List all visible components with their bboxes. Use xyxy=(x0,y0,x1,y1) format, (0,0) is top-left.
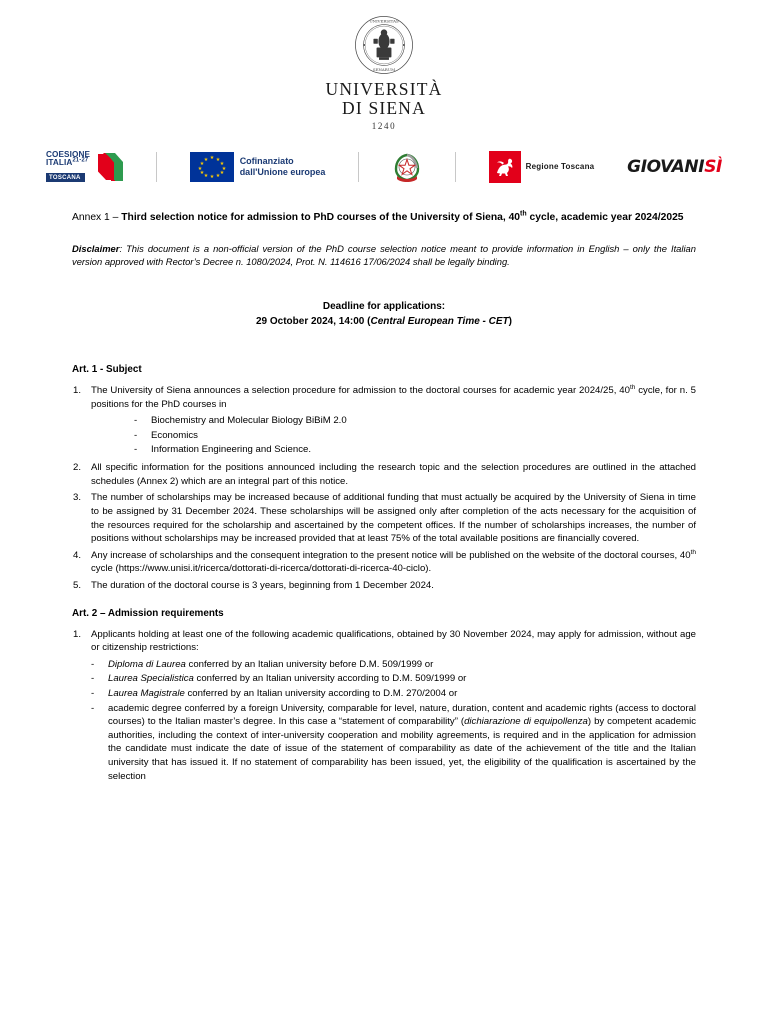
item-text: Applicants holding at least one of the following academic qualifications, obtained by 30 November 2024, may apply for admission, without age or citizenship restrictions: xyxy=(91,628,696,654)
item-number: 5. xyxy=(73,579,82,591)
coesione-line1: COESIONE xyxy=(46,149,91,159)
logo-divider-2 xyxy=(358,152,359,182)
disclaimer-paragraph xyxy=(72,242,696,269)
logo-giovani-si xyxy=(627,157,722,177)
qualification-text xyxy=(108,687,696,701)
bullet-dash: - xyxy=(134,444,138,456)
university-seal-icon xyxy=(353,14,415,76)
item-text xyxy=(91,384,696,411)
qualification-text xyxy=(108,672,696,686)
coesione-years: 21-27 xyxy=(72,157,89,164)
list-item xyxy=(72,491,696,545)
logo-regione-toscana xyxy=(489,151,595,183)
item-text: All specific information for the positions announced including the research topic and the selection procedures are outlined in the attached schedules (Annex 2) which are an integral part of this notice. xyxy=(91,462,696,487)
article-2-heading: Art. 2 – Admission requirements xyxy=(72,607,224,619)
title-main: Third selection notice for admission to PhD courses of the University of Siena, 40 xyxy=(121,211,521,223)
university-name-line1: UNIVERSITÀ xyxy=(325,79,443,99)
bullet-dash: - xyxy=(91,658,95,670)
qualification-detail: conferred by an Italian university according to D.M. 509/1999 or xyxy=(193,673,467,685)
list-item xyxy=(72,549,696,576)
list-item xyxy=(72,628,696,655)
regione-toscana-label: Regione Toscana xyxy=(525,162,595,172)
list-item xyxy=(134,443,696,457)
qualification-text xyxy=(108,702,696,784)
phd-course-list-wrapper xyxy=(72,414,696,457)
title-cycle-superscript: th xyxy=(520,210,527,218)
list-item xyxy=(91,658,696,672)
qualification-detail: conferred by an Italian university according to D.M. 270/2004 or xyxy=(184,688,458,700)
qualifications-list xyxy=(72,658,696,783)
university-crest-header xyxy=(0,0,768,131)
item-number: 1. xyxy=(73,628,82,640)
list-item xyxy=(72,384,696,411)
list-item xyxy=(72,461,696,488)
university-name-siena: SIENA xyxy=(368,97,426,118)
university-name-di: DI xyxy=(342,97,363,118)
deadline-timezone: Central European Time - CET xyxy=(370,315,509,327)
article-1-heading: Art. 1 - Subject xyxy=(72,363,142,375)
qualification-name: Laurea Specialistica xyxy=(108,673,194,685)
document-title xyxy=(72,211,696,226)
bullet-dash: - xyxy=(134,415,138,427)
university-name-line2 xyxy=(326,99,443,118)
logo-italian-republic xyxy=(392,150,422,184)
eu-flag-icon: ★ ★ ★ ★ ★ ★ ★ ★ ★ ★ ★ ★ xyxy=(190,152,234,182)
deadline-datetime xyxy=(72,314,696,329)
logo-divider-1 xyxy=(156,152,157,182)
item-number: 3. xyxy=(73,492,82,504)
pegasus-icon xyxy=(492,154,518,180)
deadline-block xyxy=(72,299,696,329)
eu-text-line1: Cofinanziato xyxy=(239,155,294,166)
item-text: The number of scholarships may be increased because of additional funding that must actually be acquired by the University of Siena in time to be assigned by 31 December 2024. These scholarships will be assigned only after completion of the acts necessary for the acquisition of the resources required for the scholarship and ascertained by the competent offices. If the number of scholarships increases, the number of positions without scholarships may be increased provided that at least 75% of the total available positions are financially covered. xyxy=(91,492,696,545)
article-2-list xyxy=(72,628,696,655)
svg-text:UNIVERSITAS: UNIVERSITAS xyxy=(369,18,399,24)
phd-course-name: Biochemistry and Molecular Biology BiBiM 2.0 xyxy=(151,415,347,427)
phd-courses-list xyxy=(72,414,696,457)
list-item xyxy=(134,429,696,443)
title-main-cont: cycle, academic year 2024/2025 xyxy=(526,211,684,223)
phd-course-name: Economics xyxy=(151,429,198,441)
list-item xyxy=(72,579,696,593)
bullet-dash: - xyxy=(91,688,95,700)
logo-european-union xyxy=(190,152,326,182)
item-text xyxy=(91,549,696,576)
foreign-degree-text-a: academic degree conferred by a foreign University, comparable for level, nature, duration, content and academic rights (access to doctoral courses) to the Italian master’s degree. In this case a “statement of comparability” ( xyxy=(108,702,696,728)
qualification-name: Diploma di Laurea xyxy=(108,658,186,670)
coesione-line2: ITALIA xyxy=(46,157,73,167)
item-text-b: cycle, for n. 5 positions for the PhD courses in xyxy=(91,385,696,410)
list-item xyxy=(91,702,696,784)
list-item xyxy=(134,414,696,428)
qualification-detail: conferred by an Italian university before D.M. 509/1999 or xyxy=(185,658,434,670)
logo-divider-3 xyxy=(455,152,456,182)
deadline-date: 29 October 2024, 14:00 ( xyxy=(255,315,371,327)
bullet-dash: - xyxy=(91,702,95,714)
item-number: 2. xyxy=(73,462,82,474)
article-1-list xyxy=(72,384,696,593)
funding-logo-strip xyxy=(0,145,768,189)
disclaimer-text: : This document is a non-official version of the PhD course selection notice meant to provide information in English – only the Italian version approved with Rector’s Decree n. 1080/2024, Prot. N. 114616 17/06/2024 shall be legally binding. xyxy=(72,242,696,268)
item-text-b: cycle (https://www.unisi.it/ricerca/dottorati-di-ricerca/dottorati-di-ricerca-40-ciclo). xyxy=(91,563,432,575)
eu-text-line2: dall'Unione europea xyxy=(239,166,326,177)
svg-text:SENARUM: SENARUM xyxy=(372,67,396,73)
university-founding-year: 1240 xyxy=(371,120,397,131)
item-text-a: Any increase of scholarships and the consequent integration to the present notice will be published on the website of the doctoral courses, 40 xyxy=(91,549,691,561)
document-body xyxy=(0,211,768,784)
italian-republic-emblem-icon xyxy=(392,150,422,184)
coesione-region-badge: TOSCANA xyxy=(46,173,85,182)
item-cycle-superscript: th xyxy=(629,383,636,391)
foreign-degree-italian-term: dichiarazione di equipollenza xyxy=(464,716,588,728)
logo-coesione-italia xyxy=(46,151,123,183)
disclaimer-label: Disclaimer xyxy=(72,242,120,254)
list-item xyxy=(91,672,696,686)
qualification-text xyxy=(108,658,696,672)
bullet-dash: - xyxy=(91,673,95,685)
giovani-main-text: GIOVANI xyxy=(627,156,705,177)
bullet-dash: - xyxy=(134,429,138,441)
coesione-flag-mark-icon xyxy=(93,151,123,183)
deadline-heading: Deadline for applications: xyxy=(322,300,446,312)
title-annex-label: Annex 1 – xyxy=(72,211,122,223)
giovani-accent-text: SÌ xyxy=(704,156,722,177)
item-number: 1. xyxy=(73,385,82,397)
item-number: 4. xyxy=(73,549,82,561)
qualification-name: Laurea Magistrale xyxy=(108,688,185,700)
list-item xyxy=(91,687,696,701)
item-text-a: The University of Siena announces a selection procedure for admission to the doctoral courses for academic year 2024/25, 40 xyxy=(91,385,630,397)
item-cycle-superscript: th xyxy=(690,548,696,556)
phd-course-name: Information Engineering and Science. xyxy=(151,444,311,456)
item-text: The duration of the doctoral course is 3 years, beginning from 1 December 2024. xyxy=(91,579,434,591)
foreign-degree-text-b: ) by competent academic authorities, including the context of inter-university cooperation and mobility agreements, is required and in the application for admission the candidate must indicate the date of issue of the statement of comparability as date of the achievement of the title and the Italian university that has issued it. If no statement of comparability has been issued, yet, the eligibility of the qualification is ascertained by the selection xyxy=(108,716,697,782)
deadline-close-paren: ) xyxy=(508,315,513,327)
